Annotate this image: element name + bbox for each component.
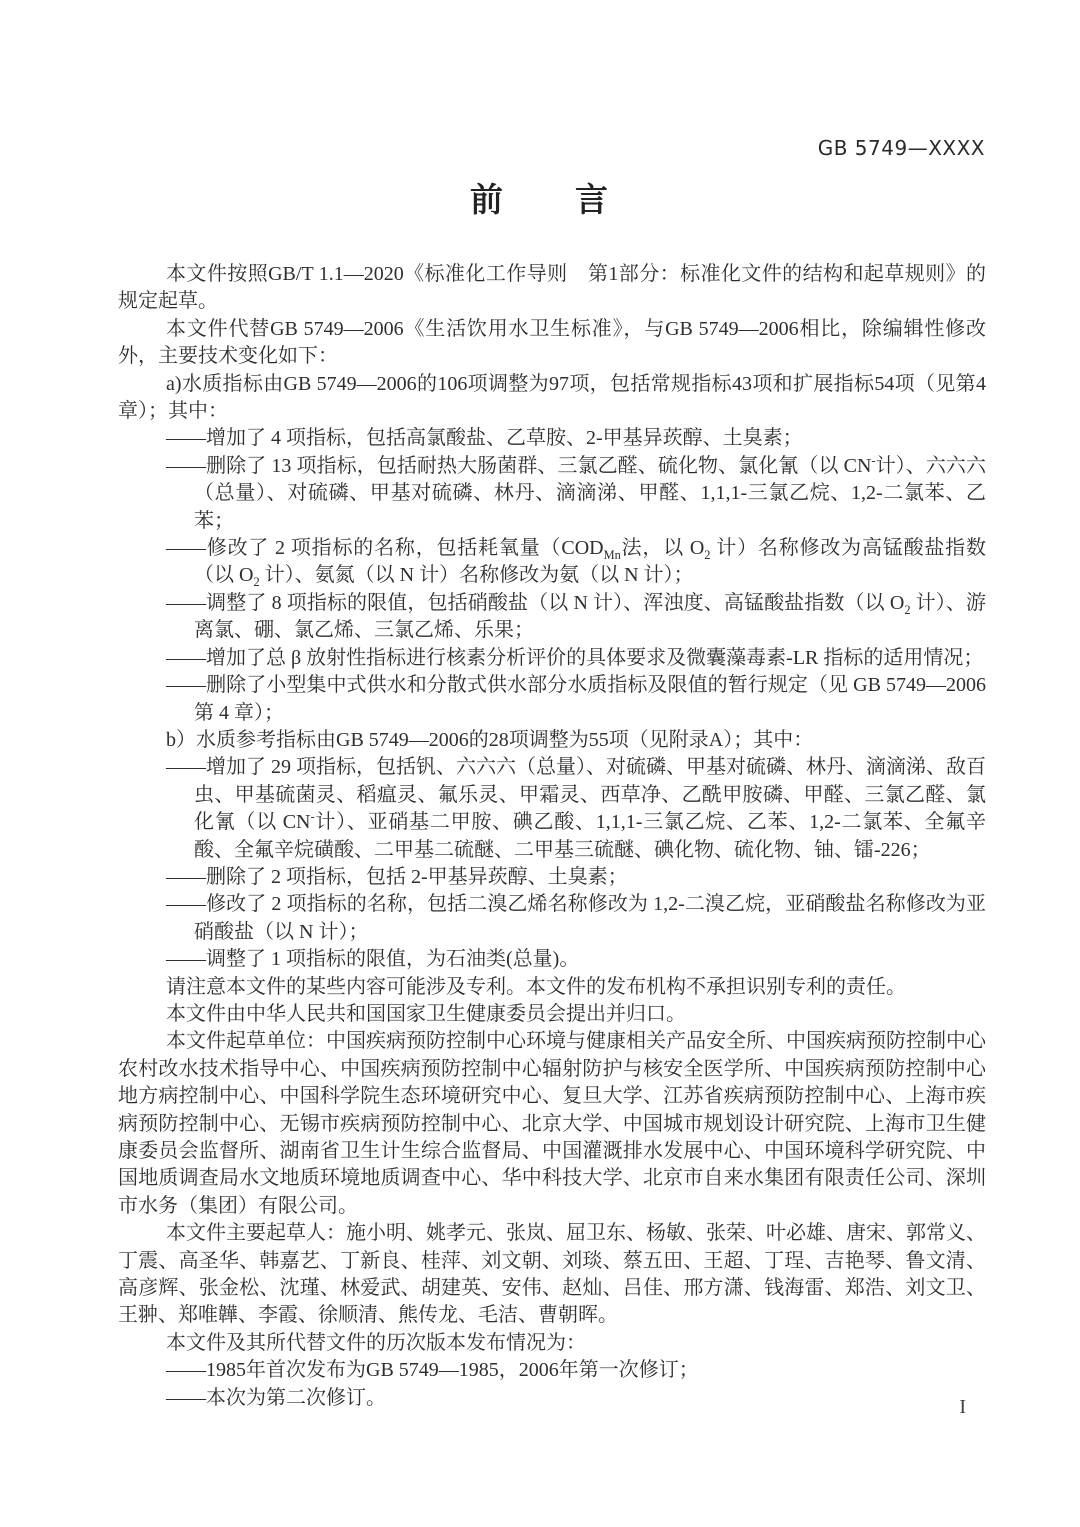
paragraph: ——调整了 8 项指标的限值，包括硝酸盐（以 N 计）、浑浊度、高锰酸盐指数（以 $O_2$ 计）、游离氯、硼、氯乙烯、三氯乙烯、乐果； <box>166 591 986 642</box>
paragraph: 本文件起草单位：中国疾病预防控制中心环境与健康相关产品安全所、中国疾病预防控制中心农村改水技术指导中心、中国疾病预防控制中心辐射防护与核安全医学所、中国疾病预防控制中心地方病控制中心、中国科学院生态环境研究中心、复旦大学、江苏省疾病预防控制中心、上海市疾病预防控制中心、无锡市疾病预防控制中心、北京大学、中国城市规划设计研究院、上海市卫生健康委员会监督所、湖南省卫生计生综合监督局、中国灌溉排水发展中心、中国环境科学研究院、中国地质调查局水文地质环境地质调查中心、华中科技大学、北京市自来水集团有限责任公司、深圳市水务（集团）有限公司。 <box>118 1030 986 1217</box>
paragraph: 本文件由中华人民共和国国家卫生健康委员会提出并归口。 <box>166 1002 686 1025</box>
paragraph: ——增加了总 β 放射性指标进行核素分析评价的具体要求及微囊藻毒素-LR 指标的适用情况； <box>166 646 984 669</box>
paragraph: ——删除了小型集中式供水和分散式供水部分水质指标及限值的暂行规定（见 GB 5749—2006 第 4 章）； <box>166 674 986 724</box>
paragraph: a)水质指标由GB 5749—2006的106项调整为97项，包括常规指标43项和扩展指标54项（见第4章）；其中： <box>118 372 986 423</box>
paragraph: b）水质参考指标由GB 5749—2006的28项调整为55项（见附录A）；其中： <box>166 728 814 751</box>
paragraph: ——本次为第二次修订。 <box>166 1386 386 1409</box>
paragraph: ——增加了 29 项指标，包括钒、六六六（总量）、对硫磷、甲基对硫磷、林丹、滴滴涕、敌百虫、甲基硫菌灵、稻瘟灵、氟乐灵、甲霜灵、西草净、乙酰甲胺磷、甲醛、三氯乙醛、氯化氰（以 CN-计）、亚硝基二甲胺、碘乙酸、1,1,1-三氯乙烷、乙苯、1,2-二氯苯、全氟辛酸、全氟辛烷磺酸、二甲基二硫醚、二甲基三硫醚、碘化物、硫化物、铀、镭-226； <box>166 756 986 861</box>
paragraph: ——修改了 2 项指标的名称，包括二溴乙烯名称修改为 1,2-二溴乙烷，亚硝酸盐名称修改为亚硝酸盐（以 N 计）； <box>166 893 986 943</box>
paragraph: ——修改了 2 项指标的名称，包括耗氧量（$COD_{Mn}$法，以 $O_2$ 计）名称修改为高锰酸盐指数（以 $O_2$ 计）、氨氮（以 N 计）名称修改为氨（以 N 计）； <box>166 537 986 590</box>
page-title: 前 言 <box>470 180 610 219</box>
paragraph: 本文件代替GB 5749—2006《生活饮用水卫生标准》，与GB 5749—2006相比，除编辑性修改外，主要技术变化如下： <box>118 317 986 368</box>
page-number: I <box>959 1396 966 1418</box>
paragraph: 请注意本文件的某些内容可能涉及专利。本文件的发布机构不承担识别专利的责任。 <box>166 975 906 998</box>
foreword-body <box>118 261 986 1412</box>
standard-number: GB 5749—XXXX <box>817 136 985 160</box>
paragraph: 本文件按照GB/T 1.1—2020《标准化工作导则 第1部分：标准化文件的结构和起草规则》的规定起草。 <box>118 263 986 313</box>
paragraph: ——删除了 2 项指标，包括 2-甲基异莰醇、土臭素； <box>166 865 628 888</box>
paragraph: 本文件主要起草人：施小明、姚孝元、张岚、屈卫东、杨敏、张荣、叶必雄、唐宋、郭常义、丁震、高圣华、韩嘉艺、丁新良、桂萍、刘文朝、刘琰、蔡五田、王超、丁珵、吉艳琴、鲁文清、高彦辉、张金松、沈瑾、林爱武、胡建英、安伟、赵灿、吕佳、邢方潇、钱海雷、郑浩、刘文卫、王翀、郑唯韡、李霞、徐顺清、熊传龙、毛洁、曹朝晖。 <box>118 1222 986 1327</box>
paragraph: ——1985年首次发布为GB 5749—1985，2006年第一次修订； <box>166 1359 699 1382</box>
paragraph: ——删除了 13 项指标，包括耐热大肠菌群、三氯乙醛、硫化物、氯化氰（以 CN-计）、六六六（总量）、对硫磷、甲基对硫磷、林丹、滴滴涕、甲醛、1,1,1-三氯乙烷、1,2-二氯苯、乙苯； <box>166 453 986 532</box>
paragraph: 本文件及其所代替文件的历次版本发布情况为： <box>166 1331 586 1354</box>
paragraph: ——增加了 4 项指标，包括高氯酸盐、乙草胺、2-甲基异莰醇、土臭素； <box>166 427 803 450</box>
paragraph: ——调整了 1 项指标的限值，为石油类(总量)。 <box>166 948 580 971</box>
